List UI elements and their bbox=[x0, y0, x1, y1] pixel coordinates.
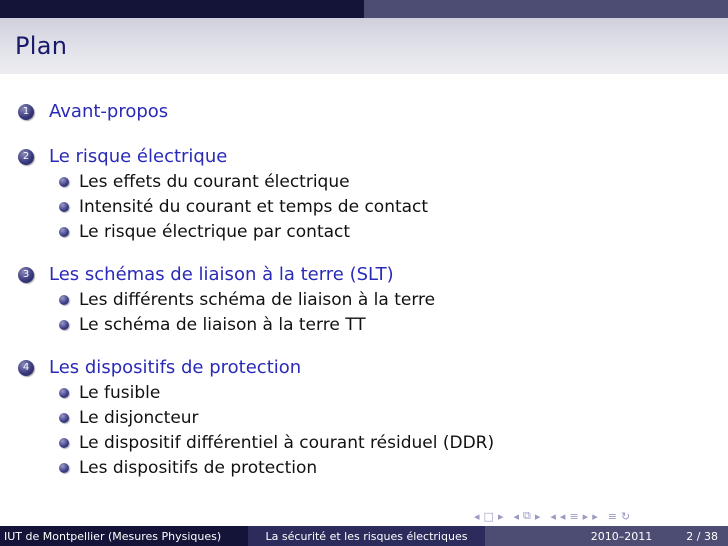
toc-subsection-4-3[interactable] bbox=[59, 433, 494, 453]
navigation-symbols bbox=[466, 508, 632, 524]
toc-subsection-4-1[interactable] bbox=[59, 383, 160, 403]
footer-bar bbox=[0, 526, 728, 546]
nav-misc-group bbox=[606, 510, 632, 523]
toc-section-3[interactable] bbox=[18, 264, 394, 285]
nav-subsection-group bbox=[511, 509, 542, 523]
nav-next-section-icon[interactable]: ▸ bbox=[592, 509, 598, 523]
toc-subsection-2-2[interactable] bbox=[59, 197, 428, 217]
section-number-ball: 1 bbox=[18, 104, 34, 120]
toc-section-2[interactable] bbox=[18, 146, 227, 167]
nav-subsection-icon[interactable]: ⧉ bbox=[523, 509, 531, 522]
nav-search-icon[interactable]: ↻ bbox=[620, 509, 631, 523]
bullet-icon bbox=[59, 463, 69, 473]
subsection-title: Le fusible bbox=[79, 383, 161, 403]
bullet-icon bbox=[59, 320, 69, 330]
toc-subsection-3-1[interactable] bbox=[59, 290, 435, 310]
bullet-icon bbox=[59, 438, 69, 448]
subsection-title: Les effets du courant électrique bbox=[79, 172, 350, 192]
subsection-title: Le risque électrique par contact bbox=[79, 222, 351, 242]
frame-title-bar bbox=[0, 18, 728, 74]
nav-section-next-icon[interactable]: ▸ bbox=[582, 509, 589, 523]
nav-section-icon[interactable]: ≡ bbox=[569, 509, 579, 523]
subsection-title: Intensité du courant et temps de contact bbox=[79, 197, 429, 217]
toc-section-1[interactable] bbox=[18, 101, 168, 122]
nav-prev-section-icon[interactable]: ◂ bbox=[550, 509, 556, 523]
header-bar bbox=[0, 0, 728, 18]
nav-section-group bbox=[548, 510, 599, 523]
toc-section-4[interactable] bbox=[18, 357, 301, 378]
nav-next-subsection-icon[interactable]: ▸ bbox=[534, 509, 541, 523]
bullet-icon bbox=[59, 202, 69, 212]
section-title: Les schémas de liaison à la terre (SLT) bbox=[49, 264, 394, 285]
section-title: Avant-propos bbox=[49, 101, 169, 122]
nav-align-icon[interactable]: ≡ bbox=[607, 509, 617, 523]
toc-subsection-2-3[interactable] bbox=[59, 222, 350, 242]
footer-page-number: 2 / 38 bbox=[686, 529, 718, 543]
subsection-title: Le disjoncteur bbox=[79, 408, 199, 428]
section-title: Le risque électrique bbox=[49, 146, 228, 167]
toc-subsection-4-2[interactable] bbox=[59, 408, 199, 428]
nav-section-prev-icon[interactable]: ◂ bbox=[559, 509, 566, 523]
subsection-title: Les dispositifs de protection bbox=[79, 458, 318, 478]
bullet-icon bbox=[59, 388, 69, 398]
header-bar-left bbox=[0, 0, 364, 18]
nav-frame-icon[interactable]: □ bbox=[483, 509, 494, 523]
bullet-icon bbox=[59, 177, 69, 187]
toc-subsection-3-2[interactable] bbox=[59, 315, 366, 335]
subsection-title: Le schéma de liaison à la terre TT bbox=[79, 315, 366, 335]
bullet-icon bbox=[59, 413, 69, 423]
toc-subsection-4-4[interactable] bbox=[59, 458, 317, 478]
section-number-ball: 2 bbox=[18, 149, 34, 165]
subsection-title: Le dispositif différentiel à courant résiduel (DDR) bbox=[79, 433, 495, 453]
bullet-icon bbox=[59, 227, 69, 237]
section-number-ball: 3 bbox=[18, 267, 34, 283]
footer-title: La sécurité et les risques électriques bbox=[248, 526, 485, 546]
frame-title: Plan bbox=[15, 32, 68, 60]
footer-author: IUT de Montpellier (Mesures Physiques) bbox=[0, 526, 248, 546]
nav-prev-frame-icon[interactable]: ◂ bbox=[474, 509, 480, 523]
footer-info bbox=[485, 526, 728, 546]
header-bar-right bbox=[364, 0, 728, 18]
section-title: Les dispositifs de protection bbox=[49, 357, 302, 378]
nav-next-frame-icon[interactable]: ▸ bbox=[497, 509, 504, 523]
toc-subsection-2-1[interactable] bbox=[59, 172, 350, 192]
bullet-icon bbox=[59, 295, 69, 305]
nav-prev-subsection-icon[interactable]: ◂ bbox=[513, 509, 519, 523]
nav-frame-group bbox=[472, 510, 505, 523]
footer-date: 2010–2011 bbox=[590, 529, 653, 543]
section-number-ball: 4 bbox=[18, 360, 34, 376]
subsection-title: Les différents schéma de liaison à la terre bbox=[79, 290, 436, 310]
